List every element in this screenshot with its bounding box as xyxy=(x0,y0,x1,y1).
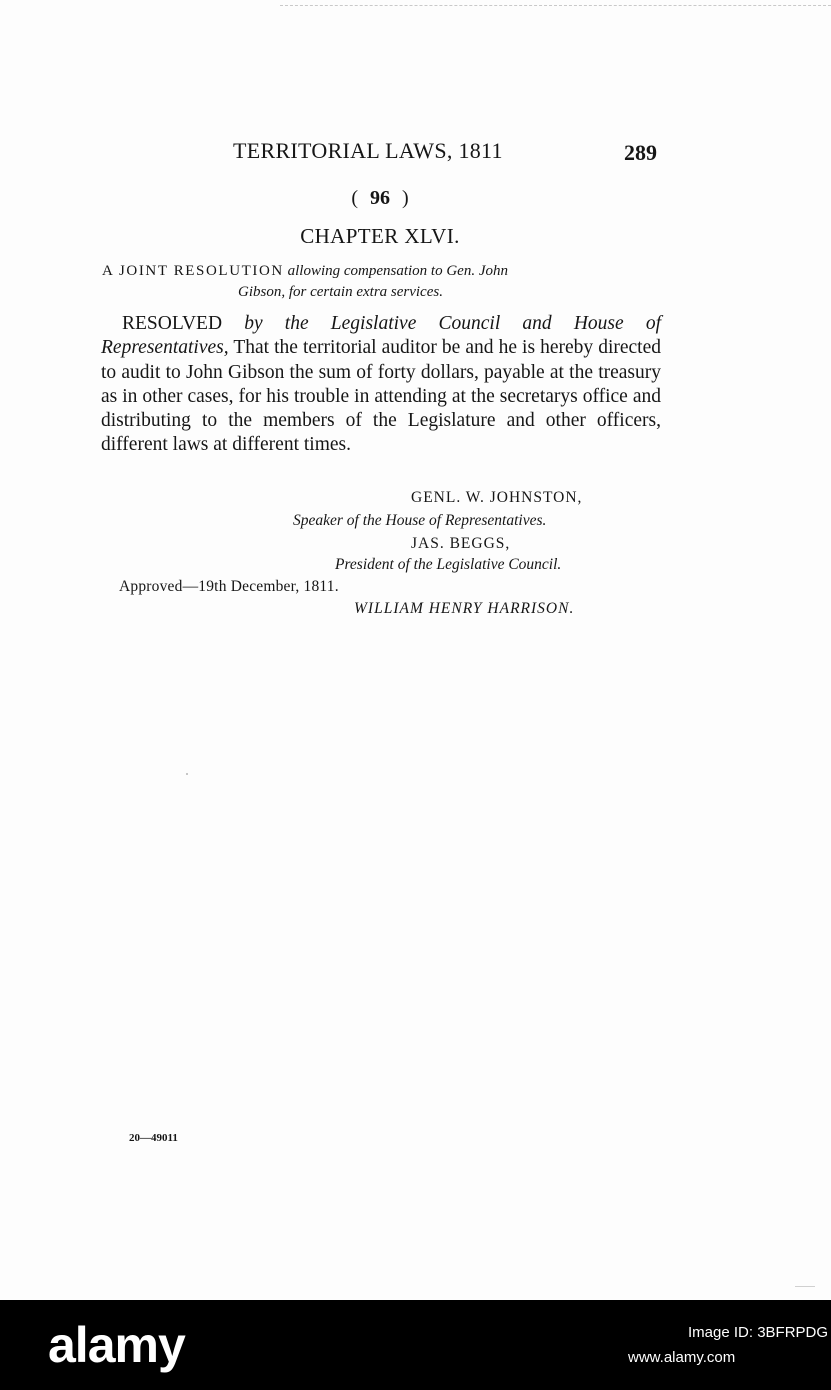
alamy-logo: alamy xyxy=(48,1317,185,1373)
subtitle-lead: A JOINT RESOLUTION xyxy=(102,263,284,279)
resolved-clause: by the Legislative Council and House of Representatives, xyxy=(101,313,661,359)
act-number-close-paren: ) xyxy=(402,187,409,209)
speaker-title: Speaker of the House of Representatives. xyxy=(293,512,547,529)
act-number xyxy=(0,187,760,210)
chapter-heading: CHAPTER XLVI. xyxy=(300,224,460,248)
resolved-word: RESOLVED xyxy=(122,313,223,334)
print-code: 20—49011 xyxy=(129,1132,178,1144)
page-number: 289 xyxy=(624,140,657,165)
resolution-text: That the territorial auditor be and he is hereby directed to audit to John Gibson the sum of forty dollars, payable at the treasury as in other cases, for his trouble in attending at the secretarys office and distributing to the members of the Legislature and other officers, different laws at different times. xyxy=(101,337,661,456)
subtitle-line-1 xyxy=(102,261,662,282)
scan-edge-line xyxy=(280,5,831,6)
image-id: Image ID: 3BFRPDG xyxy=(688,1324,829,1341)
subtitle-line-2: Gibson, for certain extra services. xyxy=(238,284,443,300)
subtitle-rest: allowing compensation to Gen. John xyxy=(287,263,509,279)
act-number-value: 96 xyxy=(370,187,390,209)
running-title: TERRITORIAL LAWS, 1811 xyxy=(233,138,503,163)
scan-edge-mark xyxy=(795,1286,815,1287)
resolution-subtitle xyxy=(102,261,662,303)
approval-date: Approved—19th December, 1811. xyxy=(119,578,339,595)
scan-speck xyxy=(186,773,188,775)
president-name: JAS. BEGGS, xyxy=(411,535,511,552)
site-url: www.alamy.com xyxy=(628,1349,736,1366)
resolution-body xyxy=(101,312,661,458)
speaker-name: GENL. W. JOHNSTON, xyxy=(411,489,583,506)
act-number-open-paren: ( xyxy=(351,187,358,209)
president-title: President of the Legislative Council. xyxy=(335,556,562,573)
governor-signature: WILLIAM HENRY HARRISON. xyxy=(354,600,575,617)
